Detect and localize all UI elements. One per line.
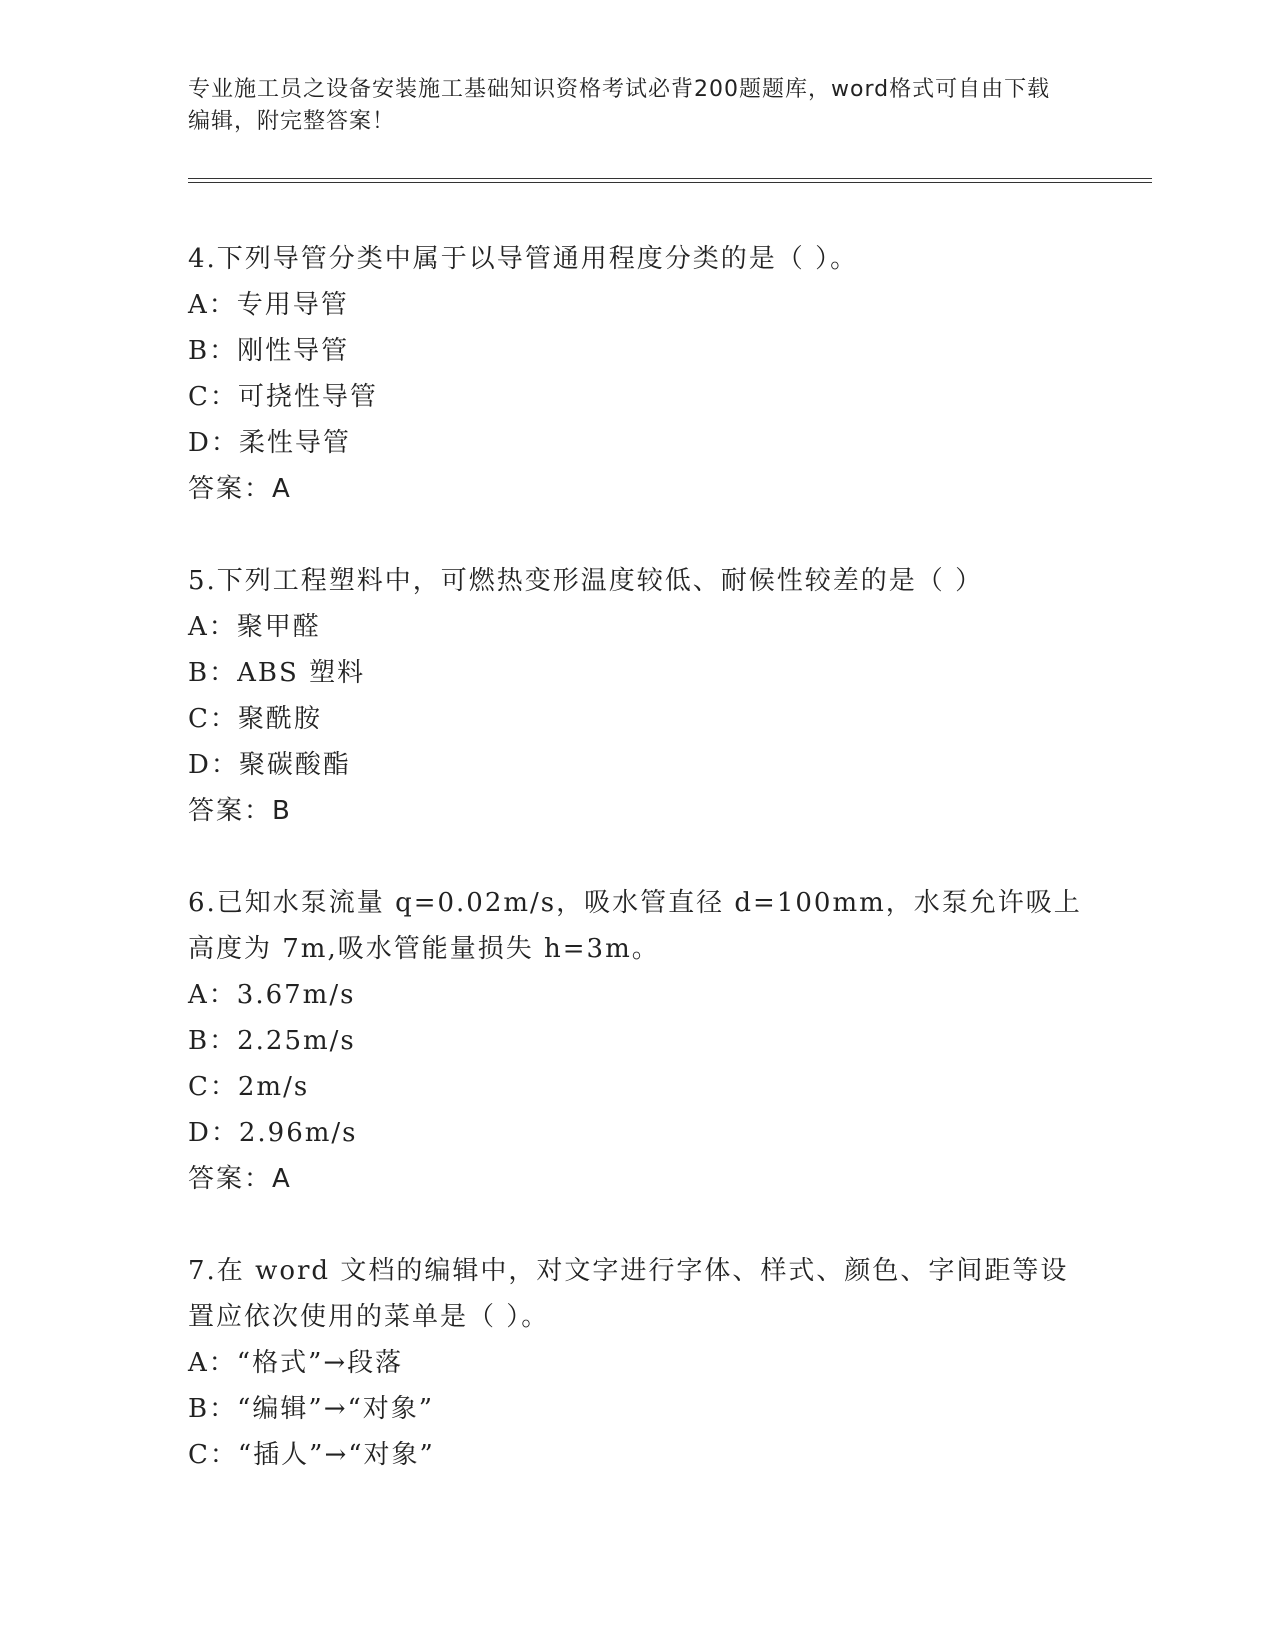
question-5 bbox=[188, 558, 1088, 834]
question-7 bbox=[188, 1248, 1088, 1478]
question-4 bbox=[188, 236, 1088, 512]
answer-line: 答案：B bbox=[188, 796, 292, 826]
question-stem: 5.下列工程塑料中，可燃热变形温度较低、耐候性较差的是（ ） bbox=[188, 566, 984, 596]
option-a: A：聚甲醛 bbox=[188, 612, 321, 642]
question-list bbox=[188, 236, 1088, 1524]
option-a: A：3.67m/s bbox=[188, 980, 356, 1010]
option-d: D：2.96m/s bbox=[188, 1118, 358, 1148]
answer-line: 答案：A bbox=[188, 1164, 292, 1194]
question-stem: 7.在 word 文档的编辑中，对文字进行字体、样式、颜色、字间距等设置应依次使用的菜单是（ ）。 bbox=[188, 1256, 1069, 1332]
option-c: C：“插人”→“对象” bbox=[188, 1440, 435, 1470]
option-b: B：ABS 塑料 bbox=[188, 658, 366, 688]
option-a: A：“格式”→段落 bbox=[188, 1348, 404, 1378]
option-d: D：柔性导管 bbox=[188, 428, 351, 458]
option-b: B：刚性导管 bbox=[188, 336, 350, 366]
option-d: D：聚碳酸酯 bbox=[188, 750, 351, 780]
document-header: 专业施工员之设备安装施工基础知识资格考试必背200题题库，word格式可自由下载编辑，附完整答案！ bbox=[188, 77, 1051, 134]
option-c: C：2m/s bbox=[188, 1072, 310, 1102]
answer-line: 答案：A bbox=[188, 474, 292, 504]
option-b: B：“编辑”→“对象” bbox=[188, 1394, 435, 1424]
header-divider-top bbox=[188, 178, 1152, 179]
option-c: C：可挠性导管 bbox=[188, 382, 378, 412]
header-divider-bottom bbox=[188, 182, 1152, 183]
option-c: C：聚酰胺 bbox=[188, 704, 322, 734]
option-b: B：2.25m/s bbox=[188, 1026, 356, 1056]
question-6 bbox=[188, 880, 1088, 1202]
question-stem: 6.已知水泵流量 q=0.02m/s，吸水管直径 d=100mm，水泵允许吸上高度为 7m,吸水管能量损失 h=3m。 bbox=[188, 888, 1082, 964]
option-a: A：专用导管 bbox=[188, 290, 349, 320]
question-stem: 4.下列导管分类中属于以导管通用程度分类的是（ ）。 bbox=[188, 244, 859, 274]
